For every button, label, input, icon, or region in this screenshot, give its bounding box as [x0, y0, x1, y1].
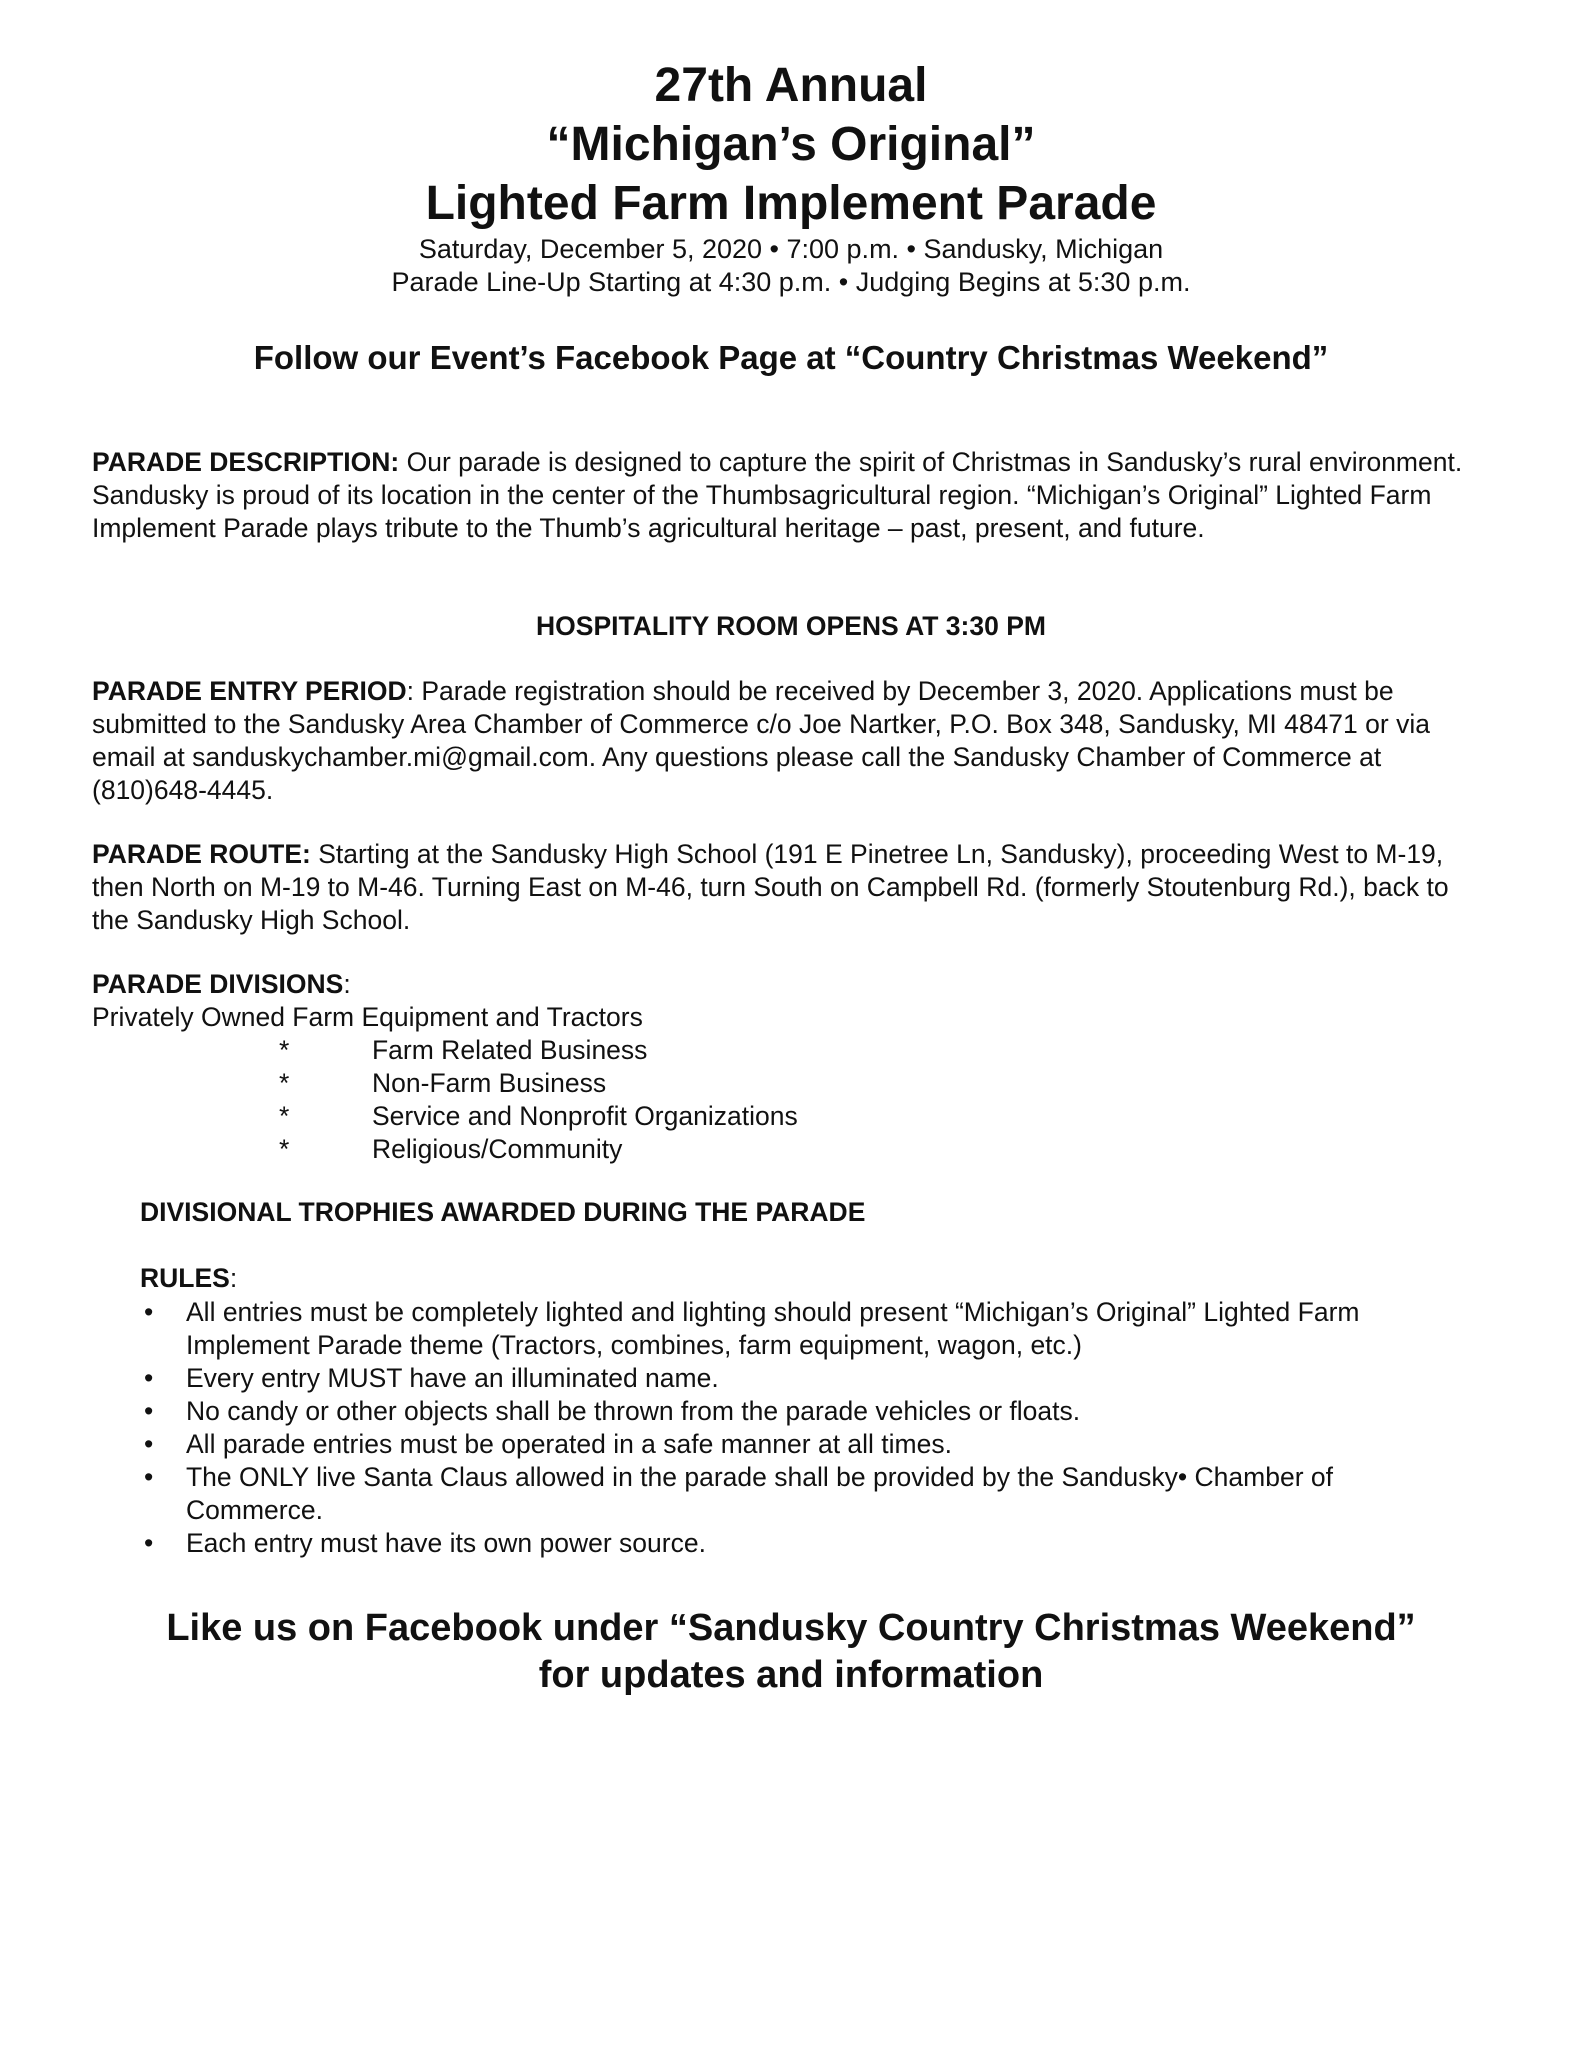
division-label: Religious/Community [372, 1134, 623, 1164]
rules-list [140, 1296, 1460, 1560]
footer-line-1: Like us on Facebook under “Sandusky Country Christmas Weekend” [166, 1607, 1416, 1649]
title-block [0, 56, 1582, 299]
division-label: Service and Nonprofit Organizations [372, 1101, 798, 1131]
rule-text: Each entry must have its own power source. [186, 1528, 706, 1558]
rule-item [140, 1461, 1460, 1527]
title-line-1: 27th Annual [654, 59, 928, 112]
rule-text: All entries must be completely lighted and lighting should present “Michigan’s Original” Lighted Farm Implement Parade theme (Tractors, combines, farm equipment, wagon, etc.) [186, 1297, 1360, 1360]
hospitality-notice: HOSPITALITY ROOM OPENS AT 3:30 PM [536, 611, 1046, 641]
rule-text: No candy or other objects shall be thrown from the parade vehicles or floats. [186, 1396, 1081, 1426]
rule-item [140, 1527, 1460, 1560]
rules-heading [140, 1262, 237, 1295]
parade-route-label: PARADE ROUTE: [92, 839, 311, 869]
title-line-3: Lighted Farm Implement Parade [425, 177, 1157, 230]
division-marker: * [279, 1101, 290, 1131]
parade-divisions-label: PARADE DIVISIONS [92, 969, 344, 999]
bullet-icon: • [144, 1363, 154, 1393]
bullet-icon: • [144, 1528, 154, 1558]
rule-item [140, 1395, 1460, 1428]
parade-description-text: Our parade is designed to capture the spirit of Christmas in Sandusky’s rural environment. Sandusky is proud of its location in the center of the Thumbsagricultural region. “Michigan’s Original” Lighted Farm Implement Parade plays tribute to the Thumb’s agricultural heritage – past, present, and future. [92, 447, 1463, 543]
parade-divisions-heading [92, 968, 1492, 1001]
parade-route-paragraph [92, 838, 1492, 937]
title-line-2: “Michigan’s Original” [546, 118, 1036, 171]
facebook-like-footer [0, 1605, 1582, 1699]
division-label: Farm Related Business [372, 1035, 648, 1065]
division-marker: * [279, 1068, 290, 1098]
rules-label: RULES [140, 1263, 230, 1293]
event-date-line: Saturday, December 5, 2020 • 7:00 p.m. • Sandusky, Michigan [418, 234, 1164, 264]
parade-description-paragraph [92, 446, 1492, 545]
division-marker: * [279, 1035, 290, 1065]
division-first: Privately Owned Farm Equipment and Tractors [92, 1002, 643, 1032]
lineup-judging-line: Parade Line-Up Starting at 4:30 p.m. • Judging Begins at 5:30 p.m. [391, 267, 1191, 297]
bullet-icon: • [144, 1429, 154, 1459]
rule-text: All parade entries must be operated in a safe manner at all times. [186, 1429, 952, 1459]
parade-route-text: Starting at the Sandusky High School (191 E Pinetree Ln, Sandusky), proceeding West to M-19, then North on M-19 to M-46. Turning East on M-46, turn South on Campbell Rd. (formerly Stoutenburg Rd.), back to the Sandusky High School. [92, 839, 1449, 935]
entry-period-paragraph [92, 675, 1492, 807]
division-label: Non-Farm Business [372, 1068, 607, 1098]
entry-period-text: : Parade registration should be received by December 3, 2020. Applications must be submitted to the Sandusky Area Chamber of Commerce c/o Joe Nartker, P.O. Box 348, Sandusky, MI 48471 or via email at sanduskychamber.mi@gmail.com. Any questions please call the Sandusky Chamber of Commerce at (810)648-4445. [92, 676, 1430, 805]
trophies-heading: DIVISIONAL TROPHIES AWARDED DURING THE PARADE [140, 1197, 866, 1227]
footer-line-2: for updates and information [538, 1654, 1044, 1696]
division-marker: * [279, 1134, 290, 1164]
facebook-follow-heading: Follow our Event’s Facebook Page at “Country Christmas Weekend” [253, 339, 1329, 376]
rule-item [140, 1296, 1460, 1362]
parade-description-label: PARADE DESCRIPTION: [92, 447, 400, 477]
parade-divisions-colon: : [343, 969, 351, 999]
bullet-icon: • [144, 1462, 154, 1492]
rule-text: Every entry MUST have an illuminated name. [186, 1363, 719, 1393]
bullet-icon: • [144, 1396, 154, 1426]
rule-item [140, 1428, 1460, 1461]
bullet-icon: • [144, 1297, 154, 1327]
entry-period-label: PARADE ENTRY PERIOD [92, 676, 407, 706]
rule-text: The ONLY live Santa Claus allowed in the parade shall be provided by the Sandusky• Chamber of Commerce. [186, 1462, 1333, 1525]
rule-item [140, 1362, 1460, 1395]
rules-colon: : [229, 1263, 238, 1293]
